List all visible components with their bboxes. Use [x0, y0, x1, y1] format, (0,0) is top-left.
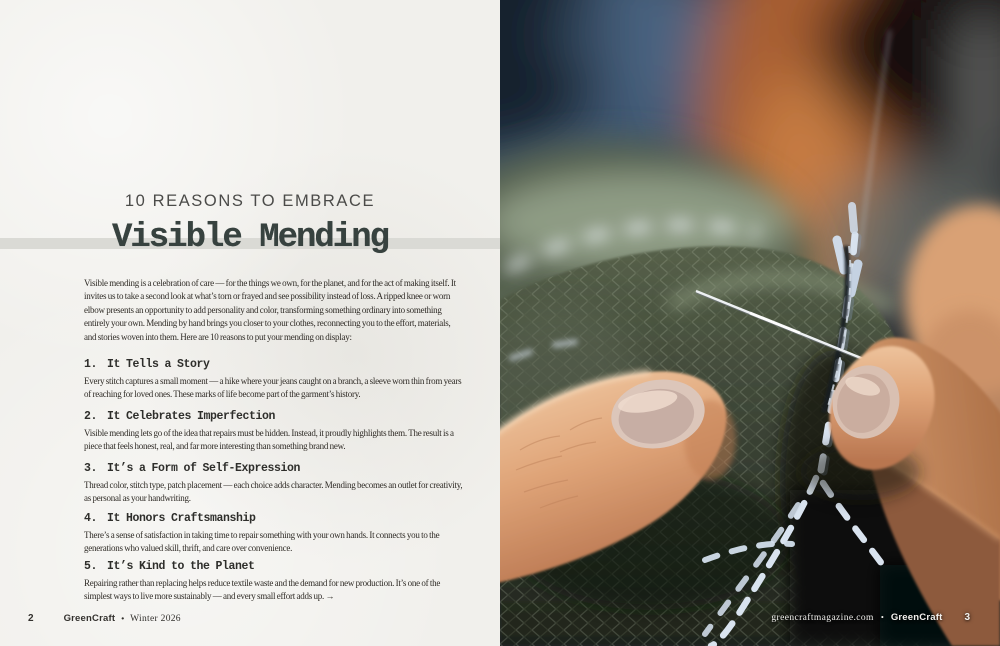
section-1 — [84, 358, 468, 402]
section-3-title: It’s a Form of Self-Expression — [107, 462, 301, 475]
section-4-heading — [84, 512, 468, 525]
section-1-title: It Tells a Story — [107, 358, 210, 371]
section-5-number: 5. — [84, 560, 98, 573]
section-4-body: There’s a sense of satisfaction in taking time to repair something with your own hands. It connects you to the generations who valued skill, thrift, and care over convenience. — [84, 530, 440, 554]
section-5-heading — [84, 560, 468, 573]
section-5-title: It’s Kind to the Planet — [107, 560, 255, 573]
section-4-number: 4. — [84, 512, 98, 525]
section-5 — [84, 560, 468, 604]
article-body-column — [84, 277, 468, 602]
section-3-body: Thread color, stitch type, patch placement — each choice adds character. Mending becomes an outlet for creativity, as personal as your handwriting. — [84, 480, 463, 504]
right-page — [500, 0, 1000, 646]
section-1-number: 1. — [84, 358, 98, 371]
kicker: 10 REASONS TO EMBRACE — [124, 192, 376, 210]
magazine-name: GreenCraft — [890, 612, 943, 623]
section-4-title: It Honors Craftsmanship — [107, 512, 256, 525]
section-5-body: Repairing rather than replacing helps reduce textile waste and the demand for new production. It’s one of the simplest ways to live more sustainably — and every small effort adds up. → — [84, 578, 441, 602]
website-url: greencraftmagazine.com — [771, 613, 874, 623]
intro-paragraph: Visible mending is a celebration of care — for the things we own, for the planet, and for the act of making itself. It invites us to take a second look at what’s torn or frayed and see possibility instead of loss. A ripped knee or worn elbow presents an opportunity to add personality and color, transforming something ordinary into something entirely your own. Mending by hand brings you closer to your clothes, reconnecting you to the effort, materials, and stories woven into them. Here are 10 reasons to put your mending on display: — [84, 278, 456, 342]
section-1-body: Every stitch captures a small moment — a hike where your jeans caught on a branch, a sleeve worn thin from years of reaching for loved ones. These marks of life become part of the garment’s history. — [84, 376, 462, 400]
section-2-number: 2. — [84, 410, 98, 423]
section-2-title: It Celebrates Imperfection — [107, 410, 276, 423]
section-2 — [84, 410, 468, 454]
section-3-number: 3. — [84, 462, 98, 475]
magazine-name: GreenCraft — [63, 613, 116, 624]
issue-date: Winter 2026 — [130, 614, 181, 624]
article-title: Visible Mending — [111, 219, 389, 257]
right-page-footer — [771, 612, 970, 623]
mending-photo — [500, 0, 1000, 646]
section-3 — [84, 462, 468, 506]
right-page-number: 3 — [964, 612, 970, 623]
section-4 — [84, 512, 468, 556]
bullet-separator: • — [121, 613, 125, 623]
left-page-number: 2 — [28, 613, 34, 624]
section-3-heading — [84, 462, 468, 475]
section-2-heading — [84, 410, 468, 423]
left-page-footer — [28, 613, 181, 624]
bullet-separator: • — [880, 612, 884, 622]
section-2-body: Visible mending lets go of the idea that repairs must be hidden. Instead, it proudly highlights them. The result is a piece that feels honest, real, and far more interesting than something brand new. — [84, 428, 454, 452]
section-1-heading — [84, 358, 468, 371]
